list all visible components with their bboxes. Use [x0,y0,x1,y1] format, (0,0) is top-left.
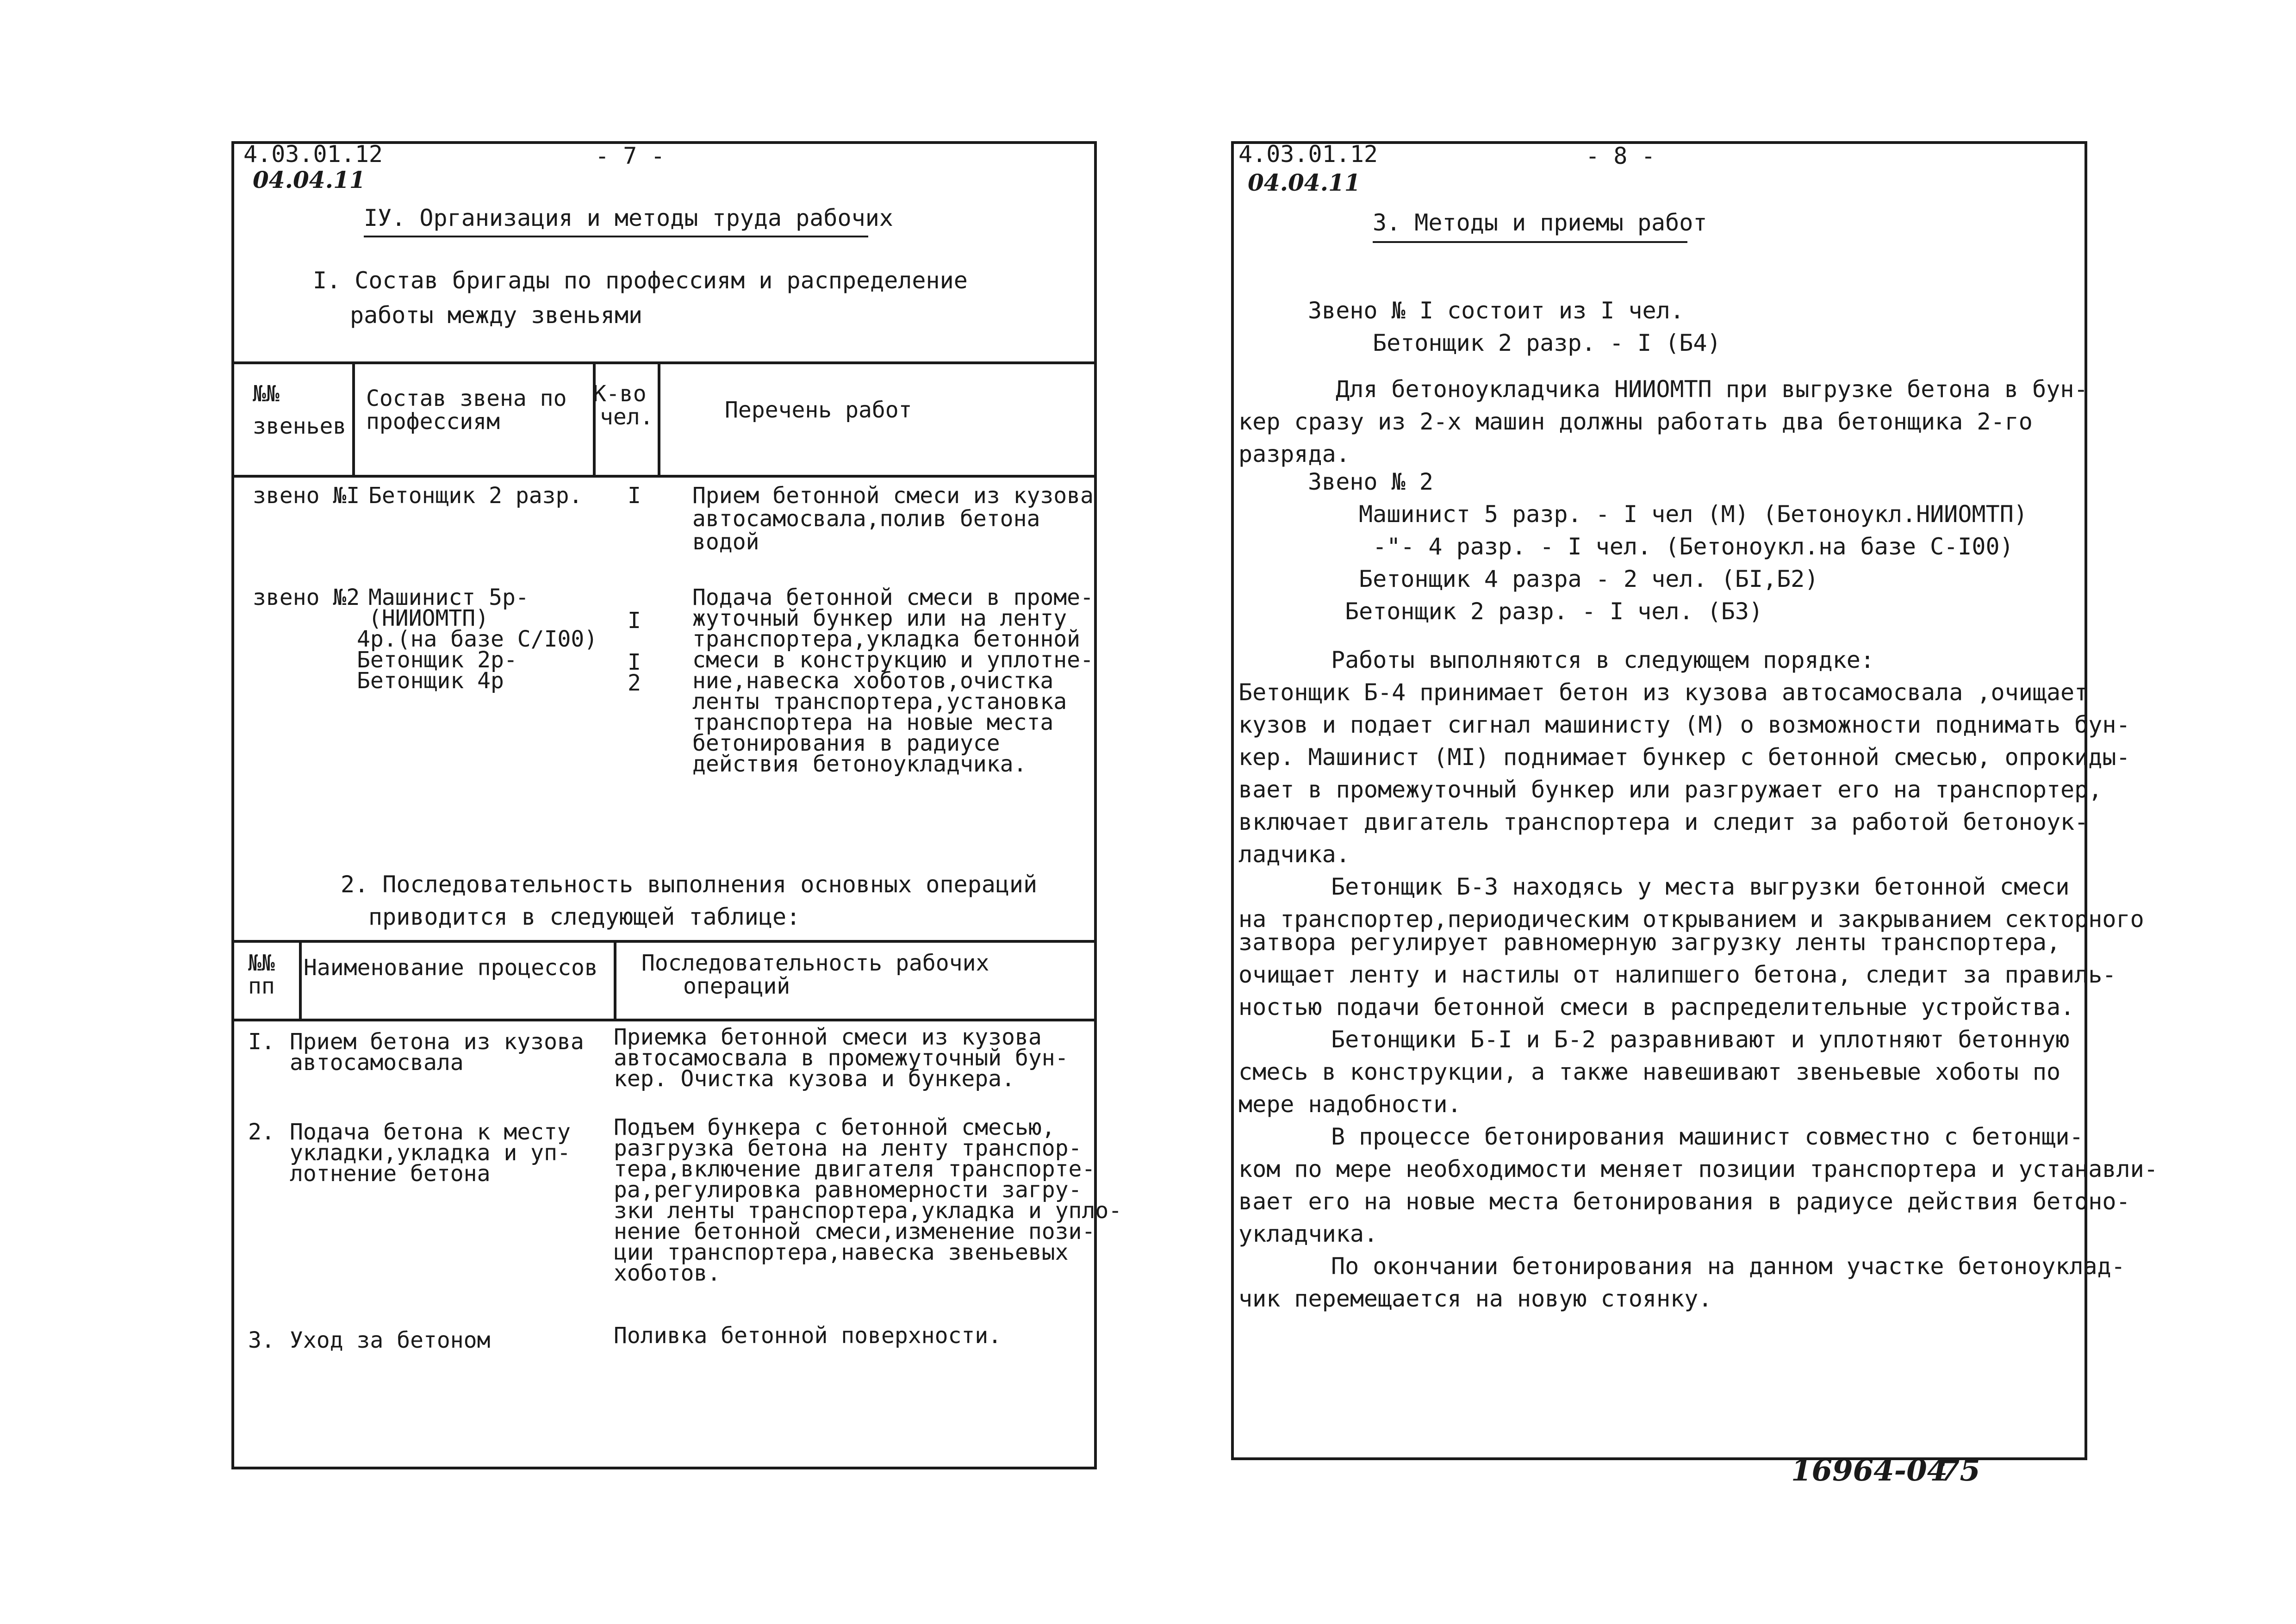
table1-row2-unit: звено №2 [253,585,360,610]
table1-row2-works: ние,навеска хоботов,очистка [692,668,1054,694]
text-line: Звено № I состоит из I чел. [1308,297,1684,324]
text-line: укладчика. [1238,1220,1378,1247]
table1-row2-works: смеси в конструкцию и уплотне- [692,647,1094,673]
table1-row1-works: автосамосвала,полив бетона [692,506,1040,532]
table1-row2-works: транспортера,укладка бетонной [692,626,1081,652]
table2-row1-process: автосамосвала [290,1050,464,1076]
table1-header-count: К-во [593,381,647,407]
table1-row2-works: Подача бетонной смеси в проме- [692,585,1094,610]
table1-col-divider [593,361,596,477]
text-line: очищает ленту и настилы от налипшего бетона, следит за правиль- [1238,961,2116,988]
table1-header-border [234,475,1094,478]
title-underline [364,236,868,237]
text-line: смесь в конструкции, а также навешивают звеньевые хоботы по [1238,1058,2061,1085]
text-line: ком по мере необходимости меняет позиции транспортера и устанавли- [1238,1156,2158,1182]
table2-header-sequence: операций [683,973,790,999]
page-number: - 8 - [1586,143,1655,169]
table1-header-num: звеньев [253,413,347,439]
table2-col-divider [299,940,302,1021]
table2-row1-process: Прием бетона из кузова [290,1029,584,1055]
table2-row2-process: лотнение бетона [290,1161,491,1187]
table1-row2-composition: Машинист 5р- [368,585,529,610]
table1-top-border [234,361,1094,364]
text-line: включает двигатель транспортера и следит за работой бетоноук- [1238,809,2089,835]
table1-row2-count: I [628,649,641,675]
text-line: кузов и подает сигнал машинисту (М) о возможности поднимать бун- [1238,711,2130,738]
text-line: Работы выполняются в следующем порядке: [1331,647,1874,673]
text-line: вает в промежуточный бункер или разгружает его на транспортер, [1238,776,2103,803]
table2-row1-num: I. [248,1029,275,1055]
table1-header-works: Перечень работ [725,397,912,423]
text-line: Бетонщик Б-4 принимает бетон из кузова автосамосвала ,очищает [1238,679,2089,706]
table1-row1-works: водой [692,529,759,555]
section-title: 3. Методы и приемы работ [1373,209,1707,236]
table1-col-divider [658,361,660,477]
text-line: Бетонщик 2 разр. - I (Б4) [1373,330,1721,356]
title-underline [1373,241,1687,243]
text-line: кер. Машинист (МI) поднимает бункер с бетонной смесью, опрокиды- [1238,744,2130,771]
table1-row2-composition: 4р.(на базе С/I00) [357,626,598,652]
table1-row2-works: ленты транспортера,установка [692,689,1067,715]
left-page [231,141,1122,1469]
table2-header-sequence: Последовательность рабочих [641,950,989,976]
text-line: Бетонщик Б-3 находясь у места выгрузки бетонной смеси [1331,873,2070,900]
text-line: ностью подачи бетонной смеси в распределительные устройства. [1238,994,2075,1020]
text-line: Бетонщики Б-I и Б-2 разравнивают и уплотняют бетонную [1331,1026,2070,1053]
table1-row2-composition: (НИИОМТП) [368,605,489,631]
page-number: - 7 - [595,143,665,169]
text-line: -"- 4 разр. - I чел. (Бетоноукл.на базе С-I00) [1373,533,2014,560]
subsection-2-line-2: приводится в следующей таблице: [368,903,801,930]
table2-row2-sequence: ции транспортера,навеска звеньевых [614,1239,1069,1265]
table1-row2-works: транспортера на новые места [692,709,1054,735]
doc-code: 4.03.01.12 [243,141,383,168]
table2-row2-sequence: нение бетонной смеси,изменение пози- [614,1219,1095,1244]
table1-row2-works: бетонирования в радиусе [692,730,1000,756]
table2-row3-num: 3. [248,1327,275,1353]
table2-row3-process: Уход за бетоном [290,1327,491,1353]
table1-header-count: чел. [600,404,653,430]
table1-row2-count: 2 [628,670,641,696]
text-line: Звено № 2 [1308,468,1433,495]
doc-code: 4.03.01.12 [1238,141,1378,168]
table1-row2-count: I [628,608,641,634]
table1-row2-works: жуточный бункер или на ленту [692,605,1067,631]
section-title: IУ. Организация и методы труда рабочих [364,205,893,231]
table2-row3-sequence: Поливка бетонной поверхности. [614,1323,1002,1349]
text-line: ладчика. [1238,841,1350,868]
text-line: кер сразу из 2-х машин должны работать два бетонщика 2-го [1238,408,2033,435]
text-line: Бетонщик 4 разра - 2 чел. (БI,Б2) [1359,566,1819,592]
table2-col-divider [614,940,616,1021]
table1-header-composition: профессиям [366,409,500,435]
text-line: мере надобности. [1238,1091,1462,1118]
text-line: чик перемещается на новую стоянку. [1238,1285,1712,1312]
table2-row2-sequence: ра,регулировка равномерности загру- [614,1177,1082,1203]
subsection-2-line-1: 2. Последовательность выполнения основных операций [341,871,1038,898]
table1-row2-composition: Бетонщик 2р- [357,647,517,673]
table2-header-num: №№ [248,950,275,976]
table1-row2-works: действия бетоноукладчика. [692,751,1027,777]
table2-row2-process: укладки,укладка и уп- [290,1140,571,1166]
text-line: Машинист 5 разр. - I чел (М) (Бетоноукл.НИИОМТП) [1359,501,2028,528]
table2-row2-process: Подача бетона к месту [290,1119,571,1145]
text-line: затвора регулирует равномерную загрузку ленты транспортера, [1238,929,2061,956]
table2-row2-sequence: зки ленты транспортера,укладка и упло- [614,1198,1122,1224]
table1-row1-count: I [628,483,641,509]
right-page [1231,141,2158,1460]
text-line: В процессе бетонирования машинист совместно с бетонщи- [1331,1123,2084,1150]
table2-row2-sequence: разгрузка бетона на ленту транспор- [614,1135,1082,1161]
text-line: вает его на новые места бетонирования в радиусе действия бетоно- [1238,1188,2130,1215]
text-line: Бетонщик 2 разр. - I чел. (Б3) [1345,598,1763,625]
table2-row2-sequence: хоботов. [614,1260,721,1286]
table1-row1-unit: звено №I [253,483,360,509]
date-stamp: 04.04.11 [1248,169,1361,196]
table2-row2-sequence: тера,включение двигателя транспорте- [614,1156,1095,1182]
archive-number: 16964-04 [1791,1453,1948,1488]
table2-header-num: пп [248,973,275,999]
table2-row1-sequence: Приемка бетонной смеси из кузова [614,1024,1042,1050]
table1-header-num: №№ [253,381,280,407]
sheet-number: 75 [1939,1453,1981,1488]
table2-header-process: Наименование процессов [304,955,598,981]
table1-row1-works: Прием бетонной смеси из кузова [692,483,1094,509]
table2-header-border [234,1019,1094,1021]
table2-row1-sequence: кер. Очистка кузова и бункера. [614,1066,1015,1092]
table2-row2-sequence: Подъем бункера с бетонной смесью, [614,1114,1055,1140]
table1-header-composition: Состав звена по [366,386,567,411]
table2-row2-num: 2. [248,1119,275,1145]
text-line: разряда. [1238,441,1350,467]
text-line: на транспортер,периодическим открыванием и закрыванием секторного [1238,906,2144,933]
table1-col-divider [352,361,355,477]
text-line: По окончании бетонирования на данном участке бетоноуклад- [1331,1253,2125,1280]
table2-top-border [234,940,1094,943]
text-line: Для бетоноукладчика НИИОМТП при выгрузке бетона в бун- [1336,376,2088,403]
table2-row1-sequence: автосамосвала в промежуточный бун- [614,1045,1069,1071]
subsection-1-line-1: I. Состав бригады по профессиям и распределение [313,267,968,294]
table1-row1-composition: Бетонщик 2 разр. [368,483,583,509]
table1-row2-composition: Бетонщик 4р [357,668,504,694]
date-stamp: 04.04.11 [253,166,366,193]
subsection-1-line-2: работы между звеньями [350,302,643,329]
